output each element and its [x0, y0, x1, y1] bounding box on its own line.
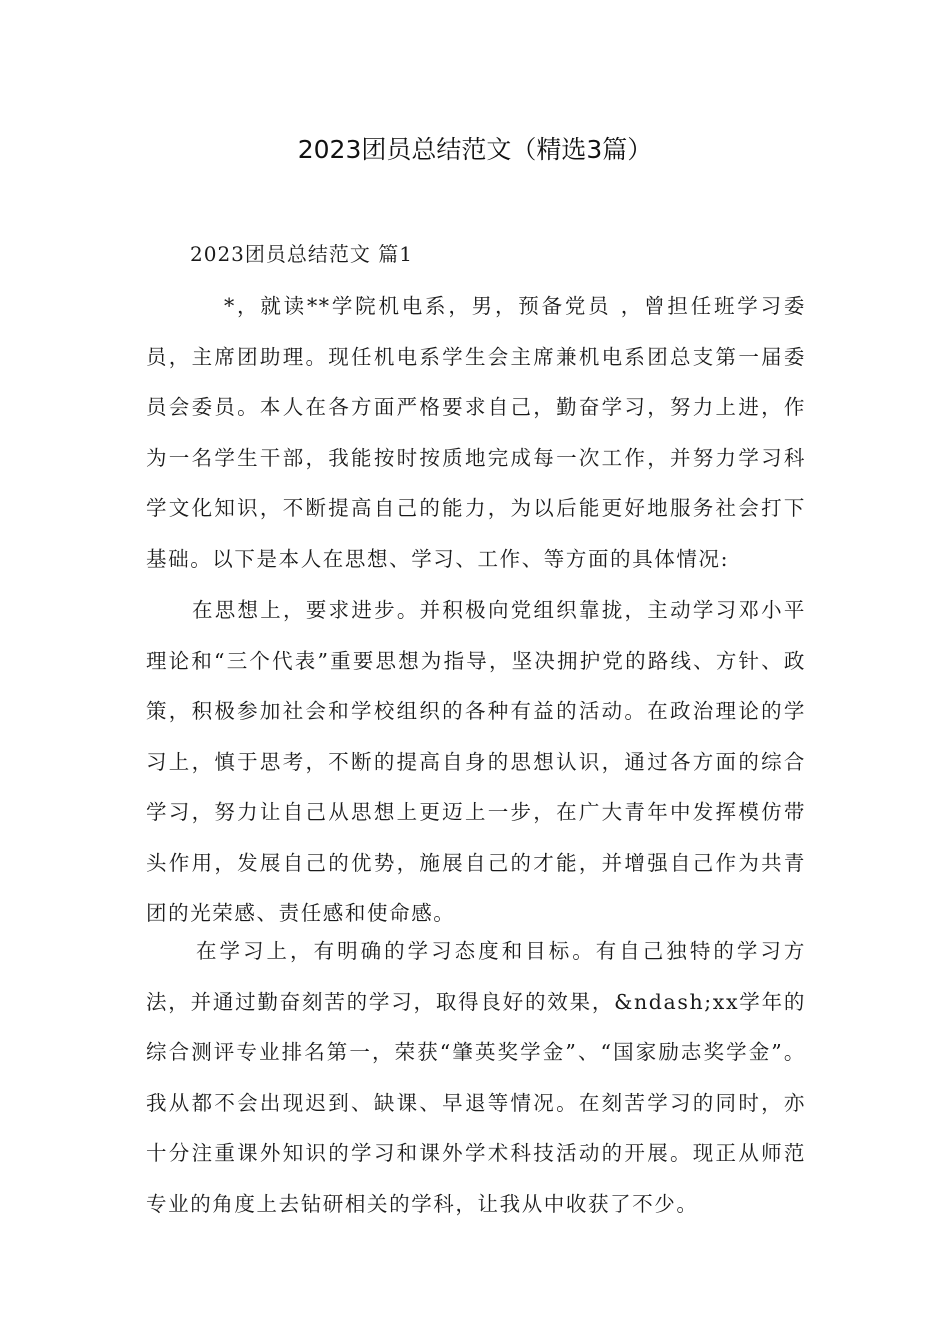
paragraph-study: 在学习上，有明确的学习态度和目标。有自己独特的学习方法，并通过勤奋刻苦的学习，取得良好的效果，&ndash;xx学年的综合测评专业排名第一，荣获“肇英奖学金”、“国家励志奖学金”。我从都不会出现迟到、缺课、早退等情况。在刻苦学习的同时，亦十分注重课外知识的学习和课外学术科技活动的开展。现正从师范专业的角度上去钻研相关的学科，让我从中收获了不少。	[146, 939, 806, 1216]
paragraph-thought: 在思想上，要求进步。并积极向党组织靠拢，主动学习邓小平理论和“三个代表”重要思想为指导，坚决拥护党的路线、方针、政策，积极参加社会和学校组织的各种有益的活动。在政治理论的学习上，慎于思考，不断的提高自身的思想认识，通过各方面的综合学习，努力让自己从思想上更迈上一步，在广大青年中发挥模仿带头作用，发展自己的优势，施展自己的才能，并增强自己作为共青团的光荣感、责任感和使命感。	[146, 598, 806, 925]
section-heading: 2023团员总结范文 篇1	[190, 242, 413, 266]
document-title: 2023团员总结范文（精选3篇）	[297, 135, 653, 164]
paragraph-intro: *，就读**学院机电系，男，预备党员 ，曾担任班学习委员，主席团助理。现任机电系学生会主席兼机电系团总支第一届委员会委员。本人在各方面严格要求自己，勤奋学习，努力上进，作为一名学生干部，我能按时按质地完成每一次工作，并努力学习科学文化知识，不断提高自己的能力，为以后能更好地服务社会打下基础。以下是本人在思想、学习、工作、等方面的具体情况:	[146, 294, 806, 571]
